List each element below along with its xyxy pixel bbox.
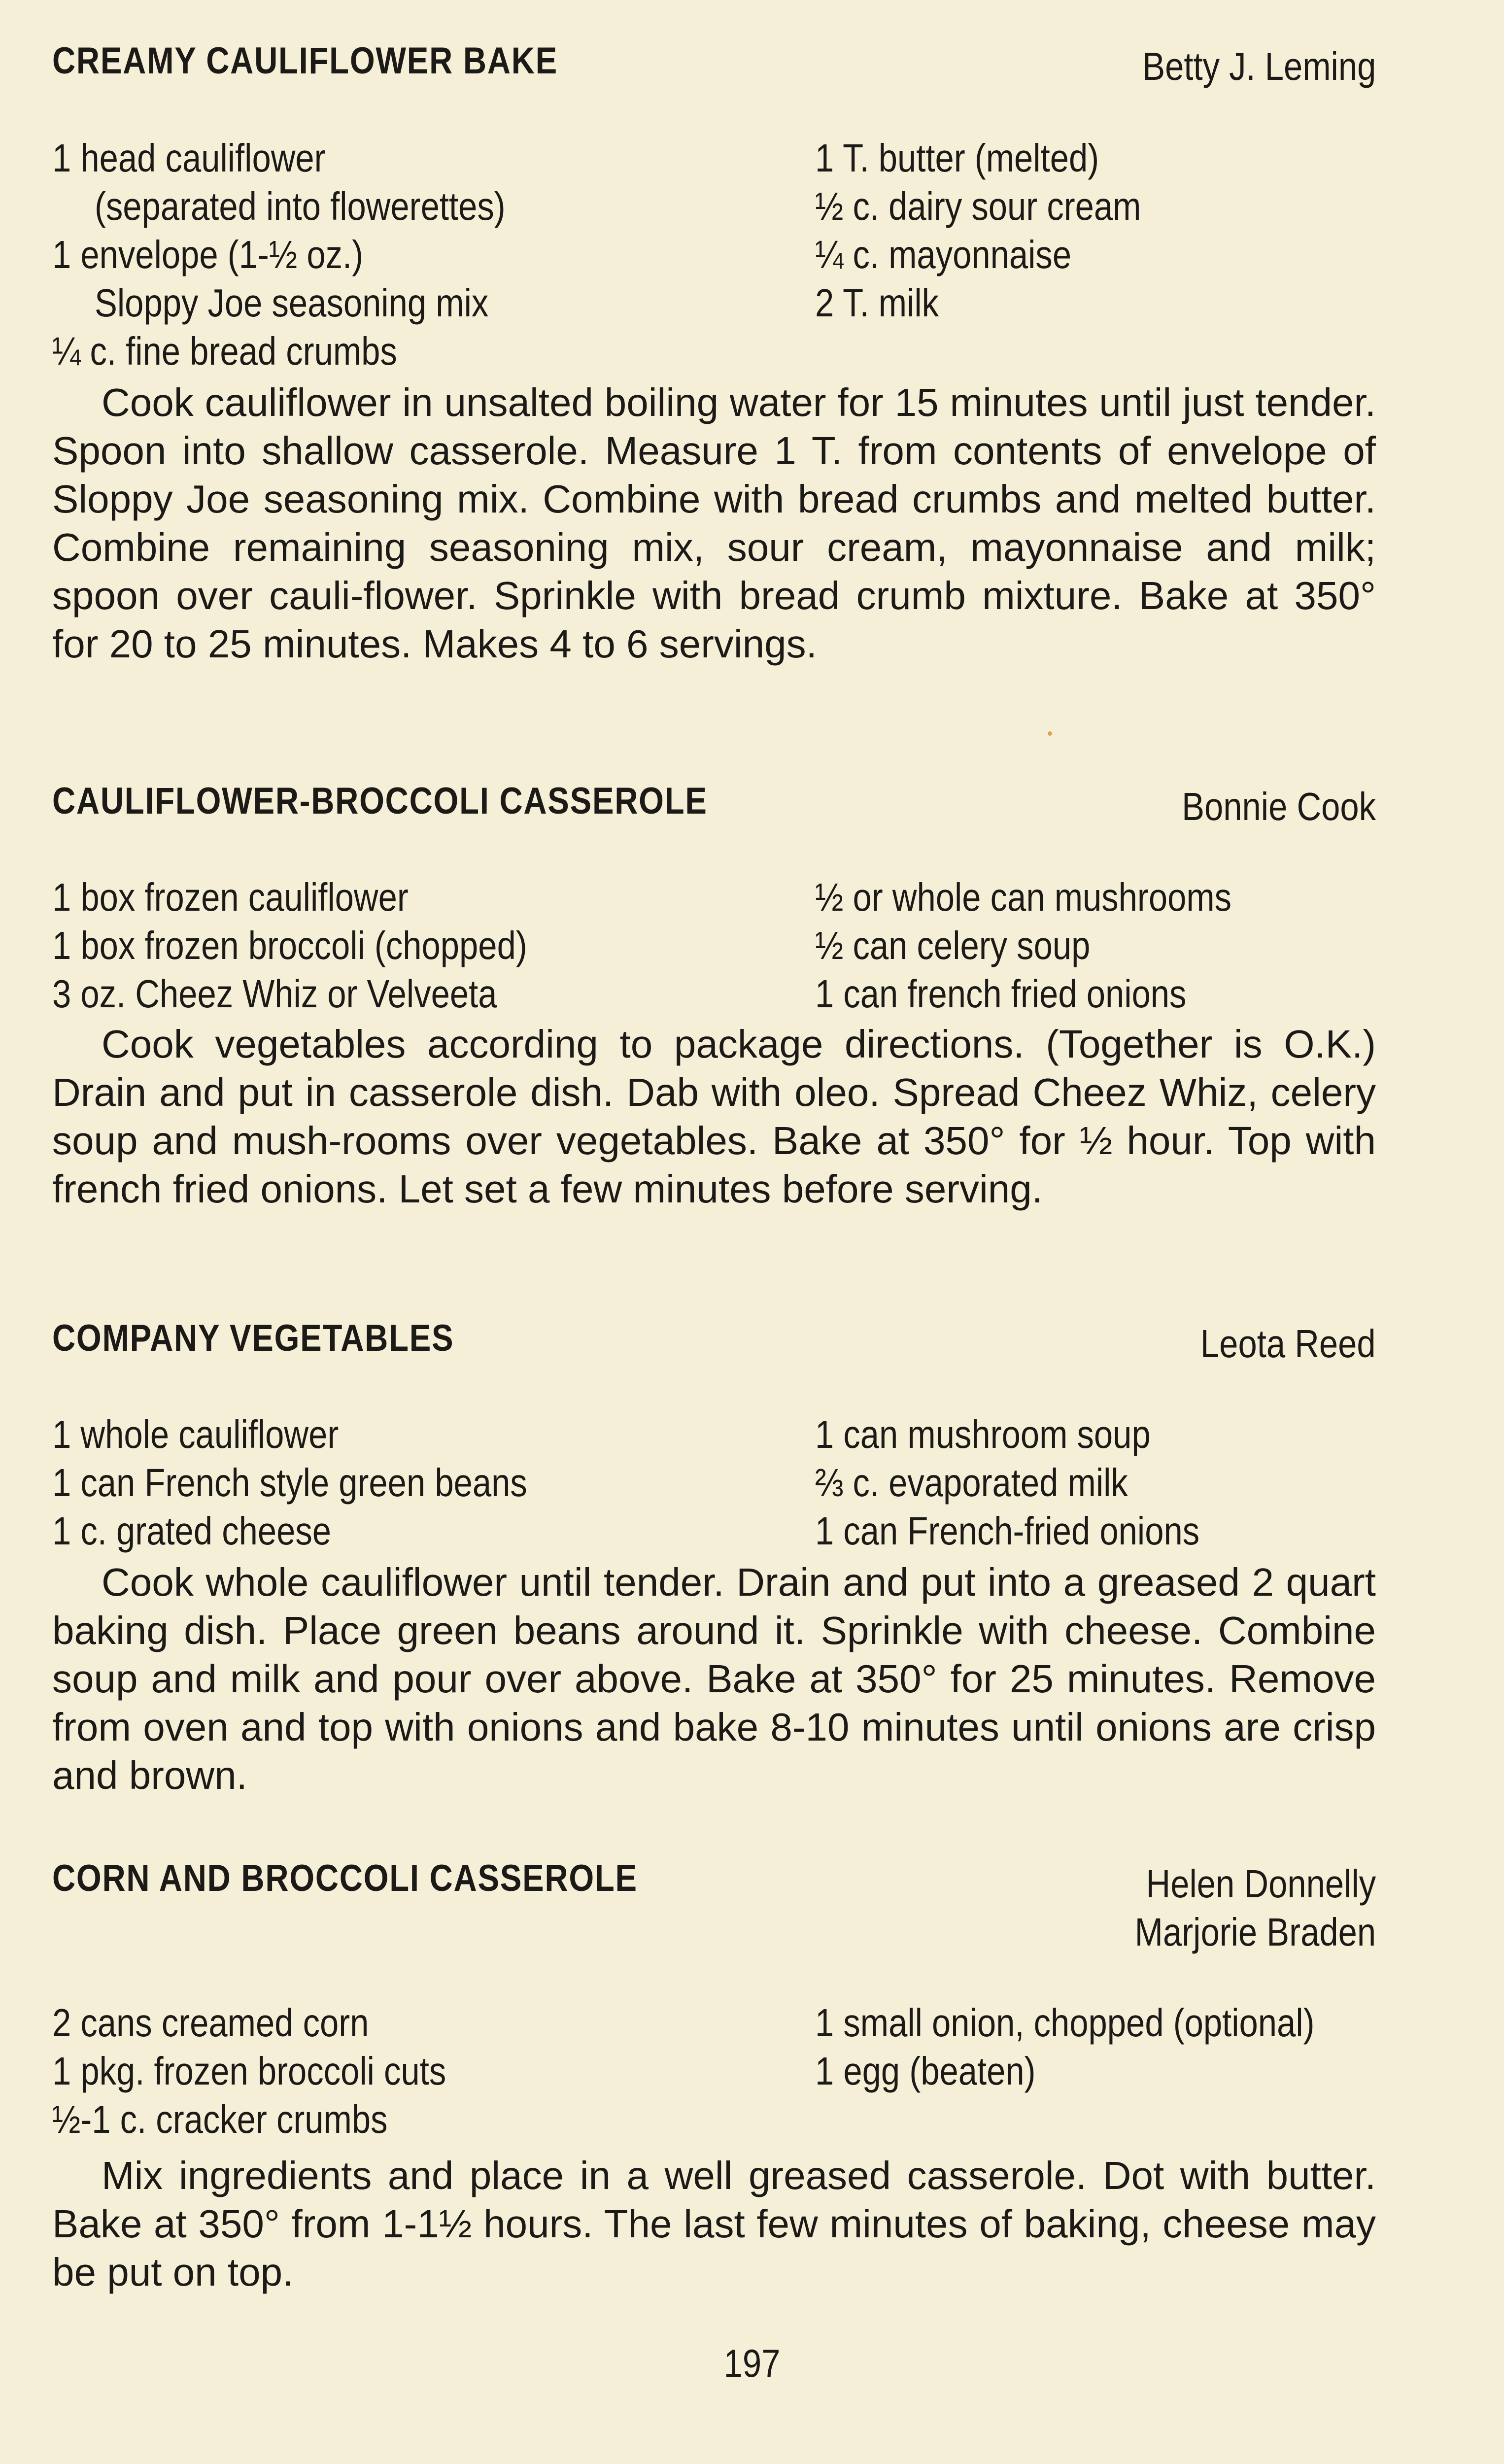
ingredient-line: 1 T. butter (melted) [815,136,1099,180]
ingredient-line: 1 envelope (1-½ oz.) [52,233,364,276]
recipe-title: CAULIFLOWER-BROCCOLI CASSEROLE [52,780,708,822]
ingredients-right-column [815,134,1194,327]
ingredients-left-column [52,1999,510,2144]
recipe-author [1182,783,1376,831]
ingredient-line: (separated into flowerettes) [95,184,506,228]
recipe-author [1135,1860,1376,1956]
ingredient-line: 1 box frozen broccoli (chopped) [52,924,527,967]
recipe-title: CORN AND BROCCOLI CASSEROLE [52,1857,638,1899]
ingredient-line: 1 whole cauliflower [52,1412,339,1456]
recipe-directions [52,1558,1376,1800]
author-name: Marjorie Braden [1134,1910,1376,1954]
recipe-header [52,780,1376,839]
directions-text: Cook vegetables according to package directions. (Together is O.K.) Drain and put in casserole dish. Dab with oleo. Spread Cheez Whiz, celery soup and mush-rooms over vegetables. Bake at 350° for ½ hour. Top with french fried onions. Let set a few minutes before serving. [52,1022,1376,1211]
author-name: Bonnie Cook [1182,785,1376,828]
paper-speck [1048,731,1052,736]
ingredient-line: ⅔ c. evaporated milk [815,1461,1128,1505]
ingredient-line: ½-1 c. cracker crumbs [52,2097,388,2141]
recipe-author [1200,1320,1376,1368]
recipe-corn-and-broccoli-casserole [52,1857,1376,2294]
ingredient-line: 1 pkg. frozen broccoli cuts [52,2049,446,2093]
ingredients-right-column [815,1999,1396,2095]
recipe-directions [52,1020,1376,1213]
recipe-directions [52,378,1376,668]
ingredient-line: 3 oz. Cheez Whiz or Velveeta [52,972,497,1016]
ingredient-line: Sloppy Joe seasoning mix [95,281,489,325]
ingredients-right-column [815,873,1299,1018]
ingredients-left-column [52,873,605,1018]
directions-text: Mix ingredients and place in a well greased casserole. Dot with butter. Bake at 350° from 1-1½ hours. The last few minutes of baking, cheese may be put on top. [52,2154,1376,2294]
ingredient-line: 1 small onion, chopped (optional) [815,2001,1315,2045]
recipe-title: COMPANY VEGETABLES [52,1317,454,1359]
ingredient-line: 1 can French style green beans [52,1461,527,1505]
ingredient-line: ½ or whole can mushrooms [815,875,1232,919]
recipe-title: CREAMY CAULIFLOWER BAKE [52,40,558,82]
ingredient-line: ¼ c. mayonnaise [815,233,1072,276]
ingredient-line: ½ can celery soup [815,924,1091,967]
author-name: Betty J. Leming [1142,44,1376,88]
ingredient-line: 1 can mushroom soup [815,1412,1151,1456]
recipe-directions [52,2152,1376,2296]
ingredient-line: 1 c. grated cheese [52,1509,332,1553]
recipe-header [52,39,1376,99]
ingredient-line: ¼ c. fine bread crumbs [52,329,397,373]
recipe-header [52,1857,1376,1955]
ingredient-line: 2 cans creamed corn [52,2001,369,2045]
ingredients-right-column [815,1410,1262,1555]
ingredient-line: ½ c. dairy sour cream [815,184,1141,228]
recipe-cauliflower-broccoli-casserole [52,780,1376,1211]
ingredients-left-column [52,1410,605,1555]
ingredient-line: 2 T. milk [815,281,939,325]
directions-text: Cook whole cauliflower until tender. Drain and put into a greased 2 quart baking dish. Place green beans around it. Sprinkle with cheese. Combine soup and milk and pour over above. Bake at 350° for 25 minutes. Remove from oven and top with onions and bake 8-10 minutes until onions are crisp and brown. [52,1560,1376,1797]
author-name: Helen Donnelly [1146,1862,1376,1906]
recipe-author [1142,42,1376,91]
author-name: Leota Reed [1200,1322,1376,1366]
recipe-creamy-cauliflower-bake [52,39,1376,666]
recipe-header [52,1317,1376,1376]
ingredient-line: 1 box frozen cauliflower [52,875,409,919]
page-number: 197 [723,2341,781,2385]
ingredient-line: 1 head cauliflower [52,136,326,180]
ingredients-left-column [52,134,579,376]
ingredient-line: 1 egg (beaten) [815,2049,1036,2093]
ingredient-line: 1 can French-fried onions [815,1509,1200,1553]
recipe-company-vegetables [52,1317,1376,1797]
ingredient-line: 1 can french fried onions [815,972,1187,1016]
directions-text: Cook cauliflower in unsalted boiling water for 15 minutes until just tender. Spoon into shallow casserole. Measure 1 T. from contents of envelope of Sloppy Joe seasoning mix. Combine with bread crumbs and melted butter. Combine remaining seasoning mix, sour cream, mayonnaise and milk; spoon over cauli-flower. Sprinkle with bread crumb mixture. Bake at 350° for 20 to 25 minutes. Makes 4 to 6 servings. [52,380,1376,666]
